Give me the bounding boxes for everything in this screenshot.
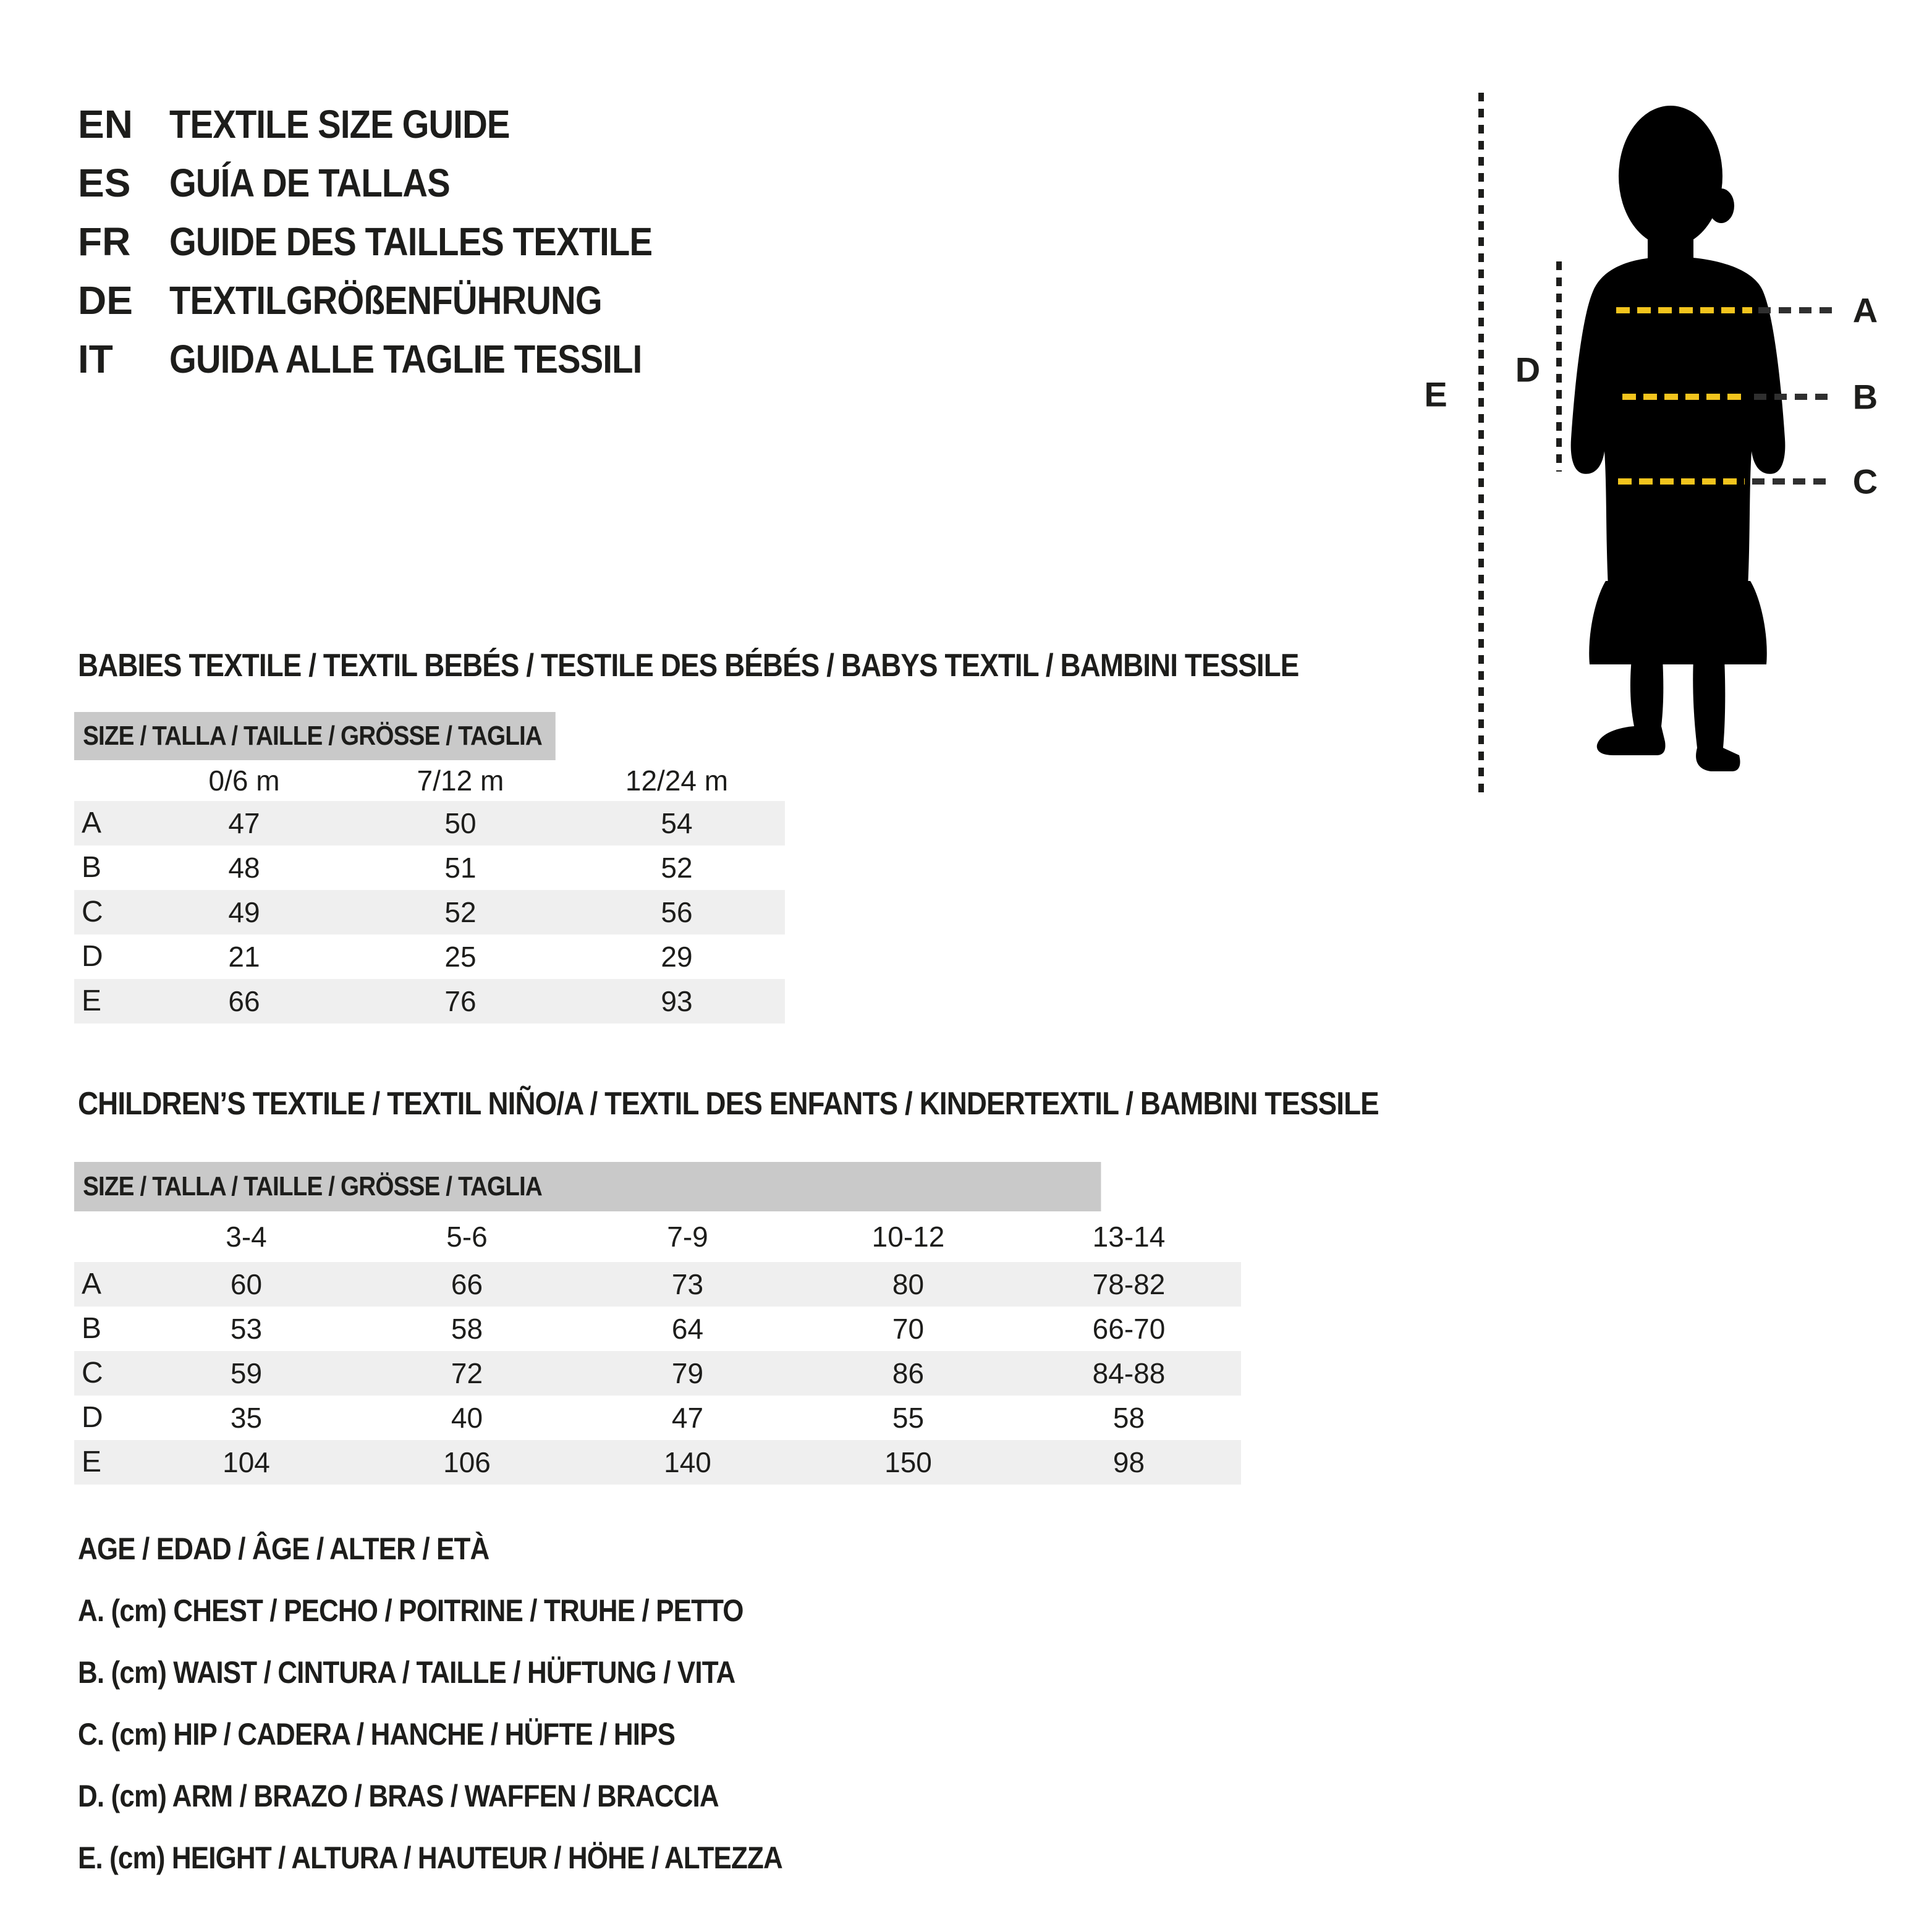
legend-chest-text: A. (cm) CHEST / PECHO / POITRINE / TRUHE / PETTO — [78, 1593, 744, 1628]
children-a-13-14: 78-82 — [1092, 1268, 1166, 1300]
babies-e-12-24m: 93 — [661, 985, 693, 1017]
babies-c-7-12m: 52 — [444, 896, 477, 928]
figure-label-c: C — [1852, 462, 1878, 501]
legend-arm-text: D. (cm) ARM / BRAZO / BRAS / WAFFEN / BRACCIA — [78, 1779, 719, 1813]
children-e-13-14: 98 — [1112, 1446, 1145, 1478]
children-d-5-6: 40 — [451, 1402, 483, 1434]
children-row-c-label: C — [82, 1357, 103, 1389]
children-e-3-4: 104 — [222, 1446, 270, 1478]
children-row-a-label: A — [82, 1268, 102, 1300]
chest-line-yellow — [1616, 307, 1752, 313]
legend-waist — [78, 1642, 824, 1703]
legend-height-text: E. (cm) HEIGHT / ALTURA / HAUTEUR / HÖHE / ALTEZZA — [78, 1841, 782, 1875]
children-row-c — [74, 1351, 1241, 1396]
arm-measure-line-d — [1556, 261, 1562, 472]
legend-waist-text: B. (cm) WAIST / CINTURA / TAILLE / HÜFTUNG / VITA — [78, 1655, 735, 1690]
children-d-10-12: 55 — [892, 1402, 925, 1434]
children-section-title: CHILDREN’S TEXTILE / TEXTIL NIÑO/A / TEXTIL DES ENFANTS / KINDERTEXTIL / BAMBINI TESSILE — [78, 1086, 1379, 1122]
babies-row-c — [74, 890, 785, 934]
babies-row-b — [74, 845, 785, 890]
children-b-7-9: 64 — [671, 1313, 704, 1345]
child-silhouette — [1570, 105, 1786, 773]
lang-code-en: EN — [78, 101, 133, 146]
children-row-e-label: E — [82, 1446, 102, 1478]
children-col-10-12: 10-12 — [871, 1221, 945, 1253]
lang-title-es: GUÍA DE TALLAS — [169, 160, 450, 205]
children-e-7-9: 140 — [664, 1446, 711, 1478]
children-b-10-12: 70 — [892, 1313, 925, 1345]
legend-hip — [78, 1703, 756, 1765]
height-measure-line-e — [1478, 93, 1484, 797]
figure-label-d: D — [1515, 350, 1541, 389]
lang-code-it: IT — [78, 336, 113, 381]
babies-size-header-bar: SIZE / TALLA / TAILLE / GRÖSSE / TAGLIA — [74, 712, 556, 760]
babies-section-title: BABIES TEXTILE / TEXTIL BEBÉS / TESTILE DES BÉBÉS / BABYS TEXTIL / BAMBINI TESSILE — [78, 648, 1299, 684]
chest-line-dark — [1758, 307, 1834, 313]
children-a-10-12: 80 — [892, 1268, 925, 1300]
babies-row-e — [74, 979, 785, 1023]
babies-b-0-6m: 48 — [228, 852, 260, 884]
legend-arm — [78, 1765, 806, 1827]
babies-a-12-24m: 54 — [661, 807, 693, 839]
babies-a-0-6m: 47 — [228, 807, 260, 839]
children-d-7-9: 47 — [671, 1402, 704, 1434]
children-e-5-6: 106 — [443, 1446, 491, 1478]
babies-b-7-12m: 51 — [444, 852, 477, 884]
children-a-7-9: 73 — [671, 1268, 704, 1300]
children-c-10-12: 86 — [892, 1357, 925, 1389]
children-b-5-6: 58 — [451, 1313, 483, 1345]
children-size-table — [74, 1162, 1241, 1485]
babies-row-c-label: C — [82, 896, 103, 928]
children-col-7-9: 7-9 — [667, 1221, 708, 1253]
children-b-3-4: 53 — [230, 1313, 263, 1345]
children-c-5-6: 72 — [451, 1357, 483, 1389]
babies-d-7-12m: 25 — [444, 941, 477, 973]
children-row-d-label: D — [82, 1401, 103, 1434]
legend-chest — [78, 1580, 834, 1642]
babies-d-12-24m: 29 — [661, 941, 693, 973]
legend-age — [78, 1518, 545, 1580]
figure-label-b: B — [1852, 377, 1878, 417]
children-a-5-6: 66 — [451, 1268, 483, 1300]
waist-line-dark — [1754, 394, 1834, 400]
babies-b-12-24m: 52 — [661, 852, 693, 884]
lang-title-it: GUIDA ALLE TAGLIE TESSILI — [169, 336, 642, 381]
children-row-a — [74, 1262, 1241, 1307]
children-b-13-14: 66-70 — [1092, 1313, 1166, 1345]
babies-row-a — [74, 801, 785, 845]
children-row-b — [74, 1307, 1241, 1351]
children-row-b-label: B — [82, 1312, 102, 1345]
babies-col-7-12m: 7/12 m — [417, 765, 504, 797]
children-d-13-14: 58 — [1112, 1402, 1145, 1434]
legend-height — [78, 1827, 878, 1889]
children-c-3-4: 59 — [230, 1357, 263, 1389]
babies-e-7-12m: 76 — [444, 985, 477, 1017]
lang-title-de: TEXTILGRÖßENFÜHRUNG — [169, 278, 602, 323]
lang-title-en: TEXTILE SIZE GUIDE — [169, 101, 510, 146]
children-c-13-14: 84-88 — [1092, 1357, 1166, 1389]
hip-line-yellow — [1618, 478, 1745, 485]
babies-c-0-6m: 49 — [228, 896, 260, 928]
babies-c-12-24m: 56 — [661, 896, 693, 928]
waist-line-yellow — [1622, 394, 1746, 400]
babies-col-12-24m: 12/24 m — [625, 765, 729, 797]
lang-code-es: ES — [78, 160, 131, 205]
lang-code-fr: FR — [78, 219, 131, 264]
babies-row-a-label: A — [82, 807, 102, 839]
babies-d-0-6m: 21 — [228, 941, 260, 973]
children-column-header-row — [74, 1211, 1241, 1262]
legend-hip-text: C. (cm) HIP / CADERA / HANCHE / HÜFTE / HIPS — [78, 1717, 676, 1752]
children-e-10-12: 150 — [884, 1446, 932, 1478]
children-d-3-4: 35 — [230, 1402, 263, 1434]
babies-col-0-6m: 0/6 m — [208, 765, 280, 797]
babies-row-b-label: B — [82, 851, 102, 884]
babies-e-0-6m: 66 — [228, 985, 260, 1017]
children-col-5-6: 5-6 — [446, 1221, 488, 1253]
lang-code-de: DE — [78, 278, 133, 323]
figure-label-e: E — [1424, 375, 1447, 414]
lang-title-fr: GUIDE DES TAILLES TEXTILE — [169, 219, 653, 264]
babies-row-d — [74, 934, 785, 979]
figure-label-a: A — [1852, 290, 1878, 330]
babies-row-e-label: E — [82, 985, 102, 1017]
children-col-13-14: 13-14 — [1092, 1221, 1166, 1253]
children-row-e — [74, 1440, 1241, 1485]
babies-column-header-row — [74, 760, 785, 801]
children-size-header-bar: SIZE / TALLA / TAILLE / GRÖSSE / TAGLIA — [74, 1162, 1101, 1211]
children-a-3-4: 60 — [230, 1268, 263, 1300]
hip-line-dark — [1752, 478, 1834, 485]
legend-age-text: AGE / EDAD / ÂGE / ALTER / ETÀ — [78, 1532, 489, 1566]
babies-size-table — [74, 712, 785, 1023]
babies-row-d-label: D — [82, 940, 103, 973]
children-row-d — [74, 1396, 1241, 1440]
babies-a-7-12m: 50 — [444, 807, 477, 839]
children-col-3-4: 3-4 — [226, 1221, 267, 1253]
children-c-7-9: 79 — [671, 1357, 704, 1389]
